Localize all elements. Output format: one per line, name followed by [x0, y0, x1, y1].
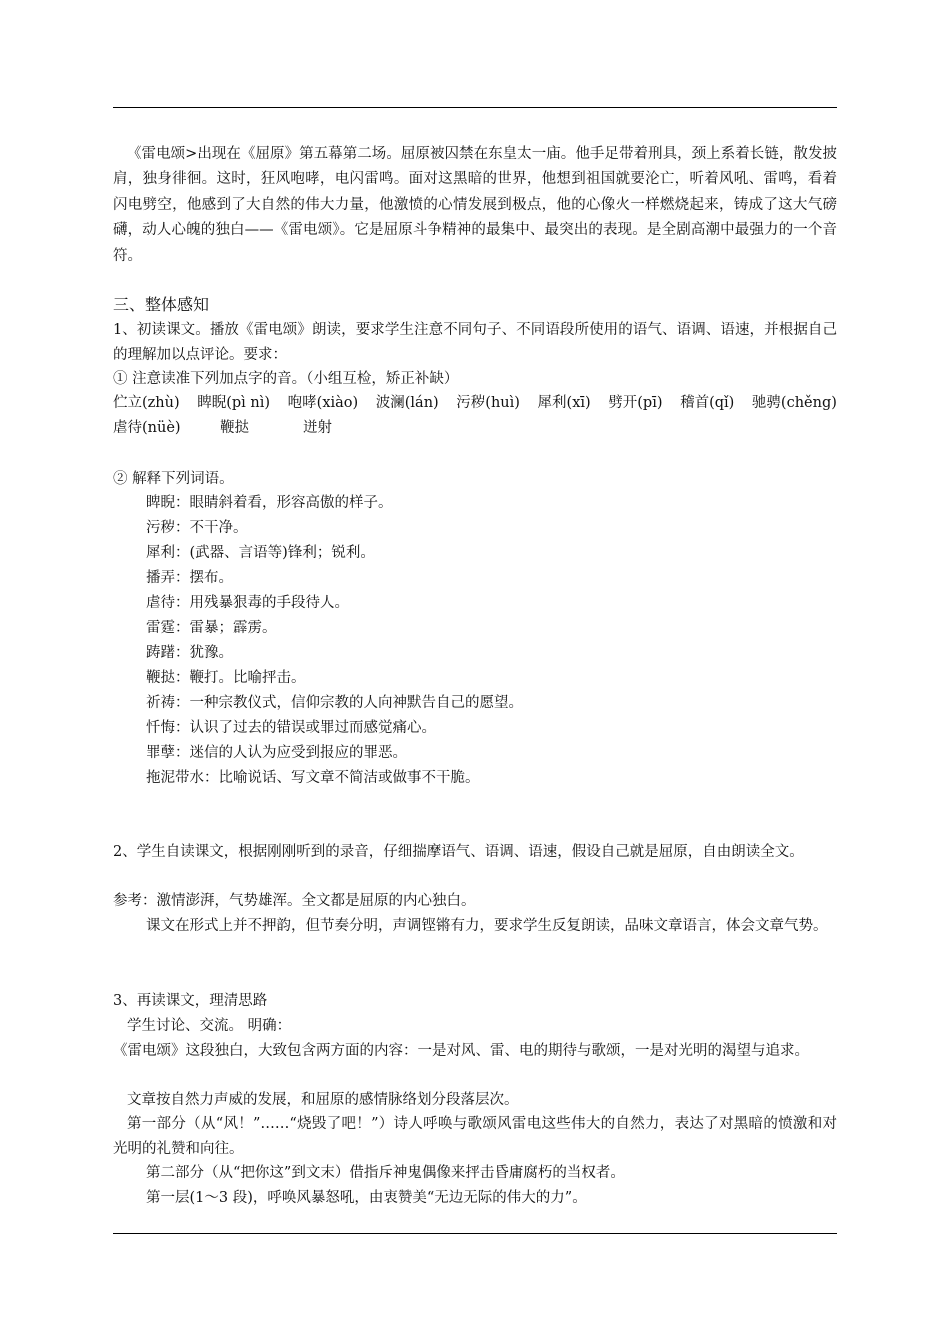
pinyin-item: 污秽(huì): [456, 395, 520, 411]
layer1-line: 第一层(1～3 段)，呼唤风暴怒吼，由衷赞美“无边无际的伟大的力”。: [146, 1190, 587, 1206]
definition-item: 虐待：用残暴狠毒的手段待人。: [146, 595, 349, 611]
pinyin-item: 伫立(zhù): [113, 395, 180, 411]
step2-note: 课文在形式上并不押韵，但节奏分明，声调铿锵有力，要求学生反复朗读，品味文章语言，体会文章气势。: [146, 918, 828, 934]
pinyin-list-row2: [113, 416, 837, 441]
definition-item: 播弄：摆布。: [146, 570, 233, 586]
definition-item: 雷霆：雷暴；霹雳。: [146, 620, 277, 636]
pinyin-list-row1: [113, 391, 837, 416]
task1-line: ① 注意读准下列加点字的音。（小组互检，矫正补缺）: [113, 371, 459, 387]
section-title: 三、整体感知: [113, 295, 210, 314]
task2-line: ② 解释下列词语。: [113, 471, 234, 487]
intro-paragraph: 《雷电颂>出现在《屈原》第五幕第二场。屈原被囚禁在东皇太一庙。他手足带着刑具，颈上系着长链，散发披肩，独身徘徊。这时，狂风咆哮，电闪雷鸣。面对这黑暗的世界，他想到祖国就要沦亡，听着风吼、雷鸣，看着闪电劈空，他感到了大自然的伟大力量，他激愤的心情发展到极点，他的心像火一样燃烧起来，铸成了这大气磅礴，动人心魄的独白——《雷电颂》。它是屈原斗争精神的最集中、最突出的表现。是全剧高潮中最强力的一个音符。: [113, 146, 837, 264]
reference-line: 参考：激情澎湃，气势雄浑。全文都是屈原的内心独白。: [113, 893, 476, 909]
pinyin-item: 波澜(lán): [375, 395, 439, 411]
content-summary: 《雷电颂》这段独白，大致包含两方面的内容：一是对风、雷、电的期待与歌颂，一是对光明的渴望与追求。: [113, 1043, 809, 1059]
pinyin-item: 驰骋(chěng): [751, 395, 837, 411]
pinyin-item: 劈开(pī): [608, 395, 663, 411]
part2-line: 第二部分（从“把你这”到文末）借指斥神鬼偶像来抨击昏庸腐朽的当权者。: [146, 1165, 625, 1181]
definition-item: 鞭挞：鞭打。比喻抨击。: [146, 670, 306, 686]
step1-paragraph: 1、初读课文。播放《雷电颂》朗读，要求学生注意不同句子、不同语段所使用的语气、语调、语速，并根据自己的理解加以点评论。要求：: [113, 322, 837, 364]
pinyin-item: 稽首(qǐ): [680, 395, 735, 411]
definition-item: 忏悔：认识了过去的错误或罪过而感觉痛心。: [146, 720, 436, 736]
pinyin-item: 虐待(nüè): [113, 420, 181, 436]
definition-item: 祈祷：一种宗教仪式，信仰宗教的人向神默告自己的愿望。: [146, 695, 523, 711]
pinyin-item: 犀利(xī): [537, 395, 591, 411]
definition-item: 污秽：不干净。: [146, 520, 248, 536]
pinyin-item: 睥睨(pì nì): [197, 395, 271, 411]
definition-item: 犀利：(武器、言语等)锋利；锐利。: [146, 545, 375, 561]
step2-paragraph: 2、学生自读课文，根据刚刚听到的录音，仔细揣摩语气、语调、语速，假设自己就是屈原，自由朗读全文。: [113, 844, 804, 860]
structure-line: 文章按自然力声威的发展，和屈原的感情脉络划分段落层次。: [127, 1092, 519, 1108]
discussion-line: 学生讨论、交流。 明确：: [127, 1018, 292, 1034]
pinyin-item: 迸射: [303, 420, 332, 436]
footer-rule: [113, 1233, 837, 1234]
pinyin-item: 鞭挞: [220, 420, 249, 436]
definition-item: 拖泥带水：比喻说话、写文章不简洁或做事不干脆。: [146, 770, 480, 786]
step3-title: 3、再读课文，理清思路: [113, 993, 268, 1009]
header-rule: [113, 107, 837, 108]
definition-item: 睥睨：眼睛斜着看，形容高傲的样子。: [146, 495, 393, 511]
definition-item: 罪孽：迷信的人认为应受到报应的罪恶。: [146, 745, 407, 761]
definition-item: 踌躇：犹豫。: [146, 645, 233, 661]
pinyin-item: 咆哮(xiào): [287, 395, 359, 411]
part1-paragraph: 第一部分（从“风！”……“烧毁了吧！”）诗人呼唤与歌颂风雷电这些伟大的自然力，表达了对黑暗的愤激和对光明的礼赞和向往。: [113, 1116, 837, 1158]
